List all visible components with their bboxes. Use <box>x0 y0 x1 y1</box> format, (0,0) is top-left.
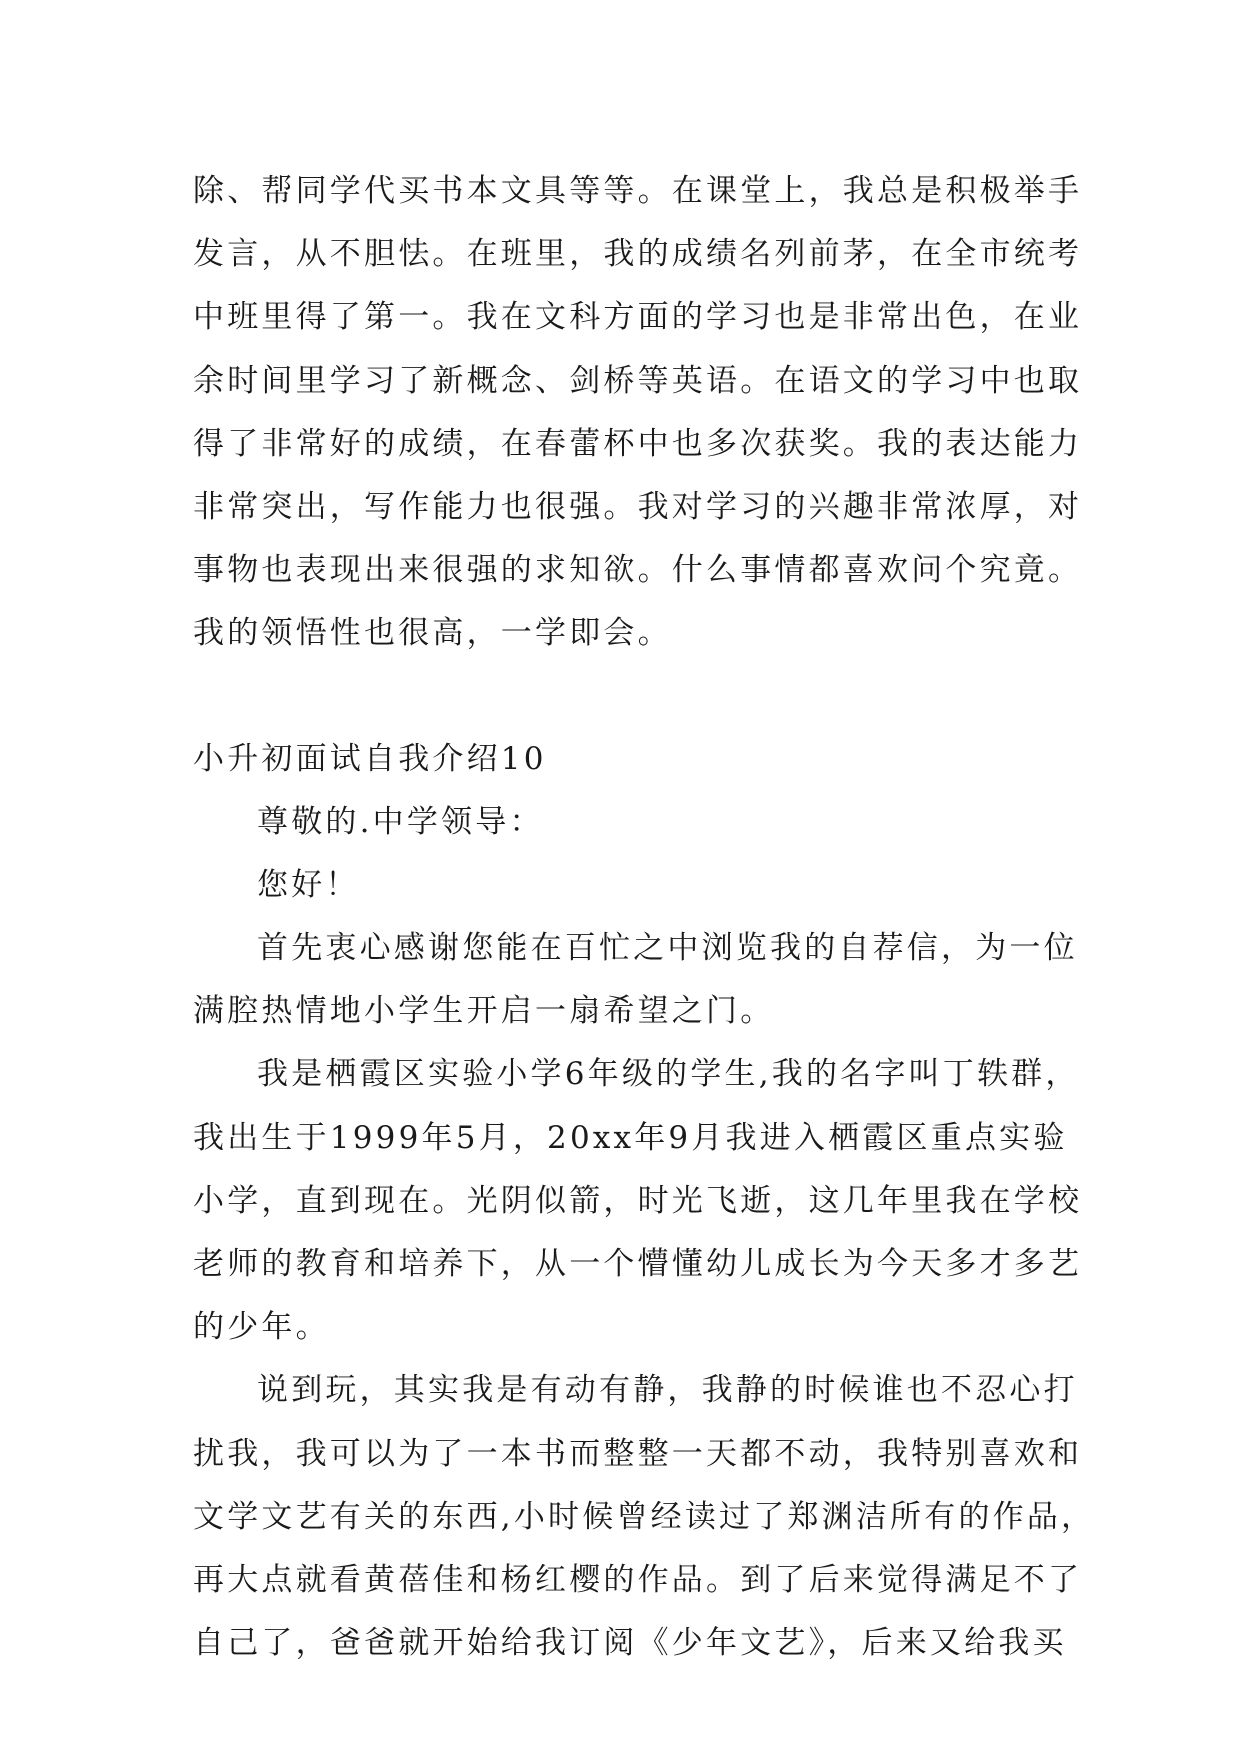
text-line: 自己了，爸爸就开始给我订阅《少年文艺》，后来又给我买 <box>193 1625 1067 1662</box>
text-line: 再大点就看黄蓓佳和杨红樱的作品。到了后来觉得满足不了 <box>193 1561 1083 1598</box>
section-title: 小升初面试自我介绍10 <box>193 740 547 777</box>
text-line: 小学，直到现在。光阴似箭，时光飞逝，这几年里我在学校 <box>193 1182 1083 1219</box>
text-line: 事物也表现出来很强的求知欲。什么事情都喜欢问个究竟。 <box>193 552 1083 589</box>
paragraph-2 <box>193 1043 1083 1359</box>
text-line: 除、帮同学代买书本文具等等。在课堂上，我总是积极举手 <box>193 173 1083 209</box>
text-line: 的少年。 <box>193 1309 330 1346</box>
salutation: 尊敬的.中学领导： <box>257 803 544 840</box>
text-line: 我出生于1999年5月，20xx年9月我进入栖霞区重点实验 <box>193 1119 1068 1156</box>
paragraph-3 <box>193 1359 1096 1675</box>
greeting: 您好！ <box>257 866 360 903</box>
paragraph-1 <box>193 917 1078 1043</box>
text-line: 扰我，我可以为了一本书而整整一天都不动，我特别喜欢和 <box>193 1435 1083 1472</box>
document-body <box>193 160 1096 1675</box>
text-line: 非常突出，写作能力也很强。我对学习的兴趣非常浓厚，对 <box>193 488 1083 525</box>
text-line: 余时间里学习了新概念、剑桥等英语。在语文的学习中也取 <box>193 362 1083 399</box>
intro-paragraph <box>193 160 1083 666</box>
text-line: 满腔热情地小学生开启一扇希望之门。 <box>193 993 775 1030</box>
text-line: 我是栖霞区实验小学6年级的学生,我的名字叫丁轶群， <box>257 1056 1080 1093</box>
text-line: 文学文艺有关的东西,小时候曾经读过了郑渊洁所有的作品， <box>193 1498 1096 1535</box>
text-line: 中班里得了第一。我在文科方面的学习也是非常出色，在业 <box>193 299 1083 336</box>
text-line: 我的领悟性也很高，一学即会。 <box>193 615 672 652</box>
text-line: 首先衷心感谢您能在百忙之中浏览我的自荐信，为一位 <box>257 930 1078 967</box>
text-line: 说到玩，其实我是有动有静，我静的时候谁也不忍心打 <box>257 1372 1078 1409</box>
text-line: 发言，从不胆怯。在班里，我的成绩名列前茅，在全市统考 <box>193 236 1083 273</box>
section-spacer <box>193 666 1073 728</box>
text-line: 老师的教育和培养下，从一个懵懂幼儿成长为今天多才多艺 <box>193 1246 1083 1282</box>
text-line: 得了非常好的成绩，在春蕾杯中也多次获奖。我的表达能力 <box>193 425 1083 462</box>
